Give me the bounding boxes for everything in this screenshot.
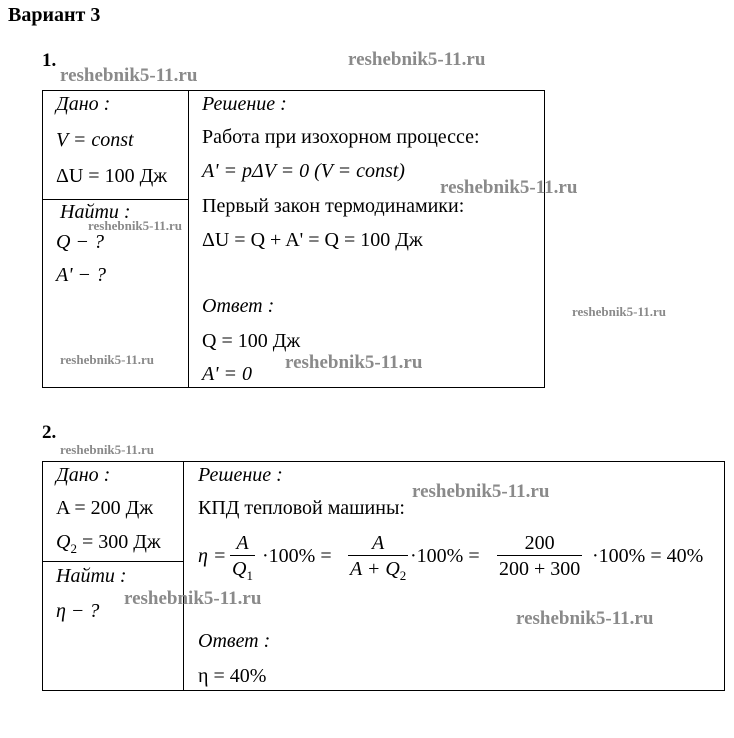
watermark: reshebnik5-11.ru	[88, 218, 183, 233]
problem-1-given-label: Дано :	[56, 93, 111, 115]
problem-2-answer-label: Ответ :	[198, 630, 271, 652]
formula-end: ·100% = 40%	[592, 545, 704, 567]
problem-1-number: 1.	[42, 50, 57, 71]
problem-2-find-label: Найти :	[56, 565, 127, 587]
watermark: reshebnik5-11.ru	[572, 304, 667, 319]
problem-2-column-divider	[183, 461, 184, 691]
problem-1-line-work: Работа при изохорном процессе:	[202, 126, 480, 148]
page-title: Вариант 3	[8, 4, 101, 26]
problem-1-given-divider	[42, 199, 188, 200]
formula-mid-2: ·100% =	[410, 545, 480, 567]
formula-mid-1: ·100% =	[262, 545, 332, 567]
watermark: reshebnik5-11.ru	[60, 352, 155, 367]
problem-2-answer-efficiency: η = 40%	[198, 665, 267, 687]
problem-1-find-label: Найти :	[60, 201, 131, 223]
problem-1-answer-work: A' = 0	[202, 363, 252, 385]
problem-1-line-law: Первый закон термодинамики:	[202, 195, 465, 217]
watermark: reshebnik5-11.ru	[348, 49, 486, 70]
problem-2-number: 2.	[42, 422, 57, 443]
watermark: reshebnik5-11.ru	[124, 588, 262, 609]
problem-1-column-divider	[188, 90, 189, 388]
watermark: reshebnik5-11.ru	[60, 65, 198, 86]
problem-2-given-divider	[42, 561, 183, 562]
problem-1-solution-label: Решение :	[202, 93, 287, 115]
watermark: reshebnik5-11.ru	[60, 442, 155, 457]
watermark: reshebnik5-11.ru	[285, 352, 423, 373]
watermark: reshebnik5-11.ru	[412, 481, 550, 502]
problem-2-given-work: A = 200 Дж	[56, 497, 154, 519]
problem-2-given-label: Дано :	[56, 464, 111, 486]
problem-1-line-formula: A' = pΔV = 0 (V = const)	[202, 160, 405, 182]
problem-2-line-efficiency: КПД тепловой машины:	[198, 497, 405, 519]
formula-fraction-1: A $Q_1$	[232, 532, 253, 583]
problem-2-solution-label: Решение :	[198, 464, 283, 486]
problem-1-given-energy: ΔU = 100 Дж	[56, 165, 168, 187]
watermark: reshebnik5-11.ru	[440, 177, 578, 198]
watermark: reshebnik5-11.ru	[516, 608, 654, 629]
problem-1-given-volume: V = const	[56, 129, 134, 151]
formula-lhs: η =	[198, 545, 227, 567]
problem-1-find-heat: Q − ?	[56, 231, 104, 253]
problem-2-given-heat-cold: $Q_2 = 300$ Дж	[56, 531, 161, 556]
problem-1-answer-heat: Q = 100 Дж	[202, 330, 301, 352]
problem-1-find-work: A' − ?	[56, 264, 106, 286]
problem-2-find-efficiency: η − ?	[56, 600, 100, 622]
formula-fraction-3: 200 200 + 300	[499, 532, 581, 580]
formula-fraction-2: A $A + Q_2$	[350, 532, 407, 583]
problem-1-answer-label: Ответ :	[202, 295, 275, 317]
problem-1-line-result: ΔU = Q + A' = Q = 100 Дж	[202, 229, 423, 251]
